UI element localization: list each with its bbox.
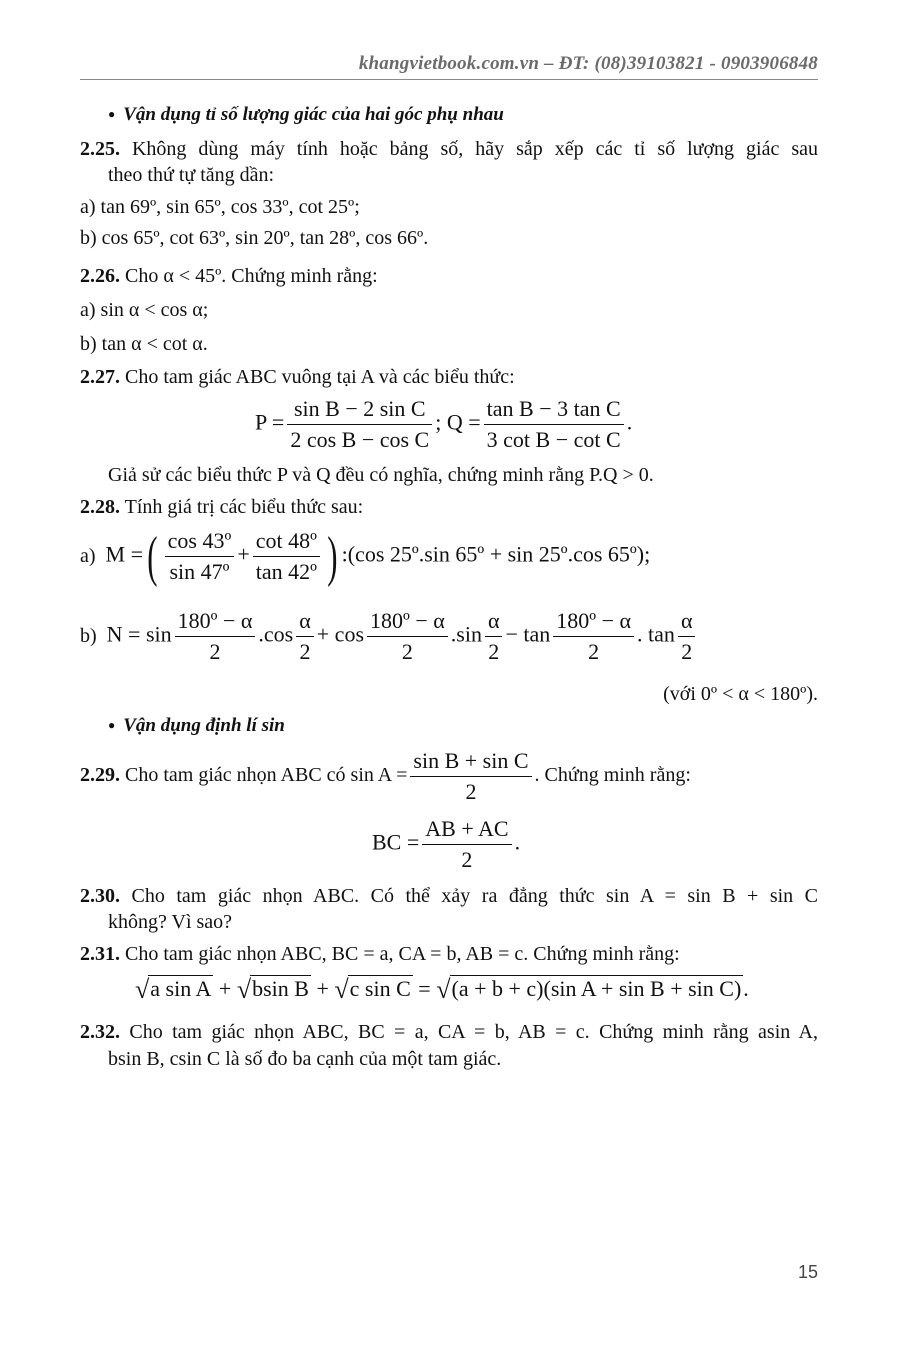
problem-number: 2.30. (80, 885, 120, 907)
problem-2-25-line2: theo thứ tự tăng dần: (108, 164, 275, 186)
problem-number: 2.27. (80, 366, 120, 388)
problem-2-25-a: a) tan 69º, sin 65º, cos 33º, cot 25º; (80, 196, 360, 218)
page-number: 15 (797, 1262, 818, 1282)
section-heading-complementary: ● Vận dụng tỉ số lượng giác của hai góc phụ nhau (108, 104, 504, 125)
problem-text: Cho tam giác ABC vuông tại A và các biểu thức: (125, 366, 515, 388)
problem-2-30-line2: không? Vì sao? (108, 911, 233, 933)
problem-text: Tính giá trị các biểu thức sau: (124, 496, 364, 518)
problem-2-32-line2: bsin B, csin C là số đo ba cạnh của một tam giác. (108, 1048, 502, 1070)
section-heading-sine-rule: ● Vận dụng định lí sin (108, 715, 285, 736)
fraction-p: $\frac{\text{sin B − 2 sin C}}{\text{2 cos B − cos C}}$ (287, 394, 432, 455)
problem-2-25 (80, 136, 818, 162)
formula-sqrt: √a sin A + √bsin B + √c sin C = √(a + b + c)(sin A + sin B + sin C). (135, 975, 749, 1004)
header-rule (80, 79, 818, 80)
problem-number: 2.25. (80, 138, 120, 160)
problem-number: 2.31. (80, 943, 120, 965)
sqrt-icon: √ (436, 975, 451, 1004)
problem-2-26-a: a) sin α < cos α; (80, 299, 209, 321)
problem-2-32: 2.32. Cho tam giác nhọn ABC, BC = a, CA = b, AB = c. Chứng minh rằng asin A, (80, 1021, 818, 1043)
problem-2-26 (80, 263, 378, 289)
formula-bc: BC = $\frac{AB + AC}{2}$ . (372, 816, 521, 872)
problem-2-29: 2.29. Cho tam giác nhọn ABC có sin A = $\frac{\text{sin B + sin C}}{2}$ . Chứng minh rằng: (80, 748, 691, 804)
problem-number: 2.32. (80, 1021, 120, 1043)
formula-p-q: P = $\frac{\text{sin B − 2 sin C}}{\text{2 cos B − cos C}}$ ; Q = $\frac{\text{tan B − 3 tan C}}{\text{3 cot B − cot C}}$ . (255, 394, 632, 455)
problem-text: Cho α < 45º. Chứng minh rằng: (125, 265, 378, 287)
fraction-q: $\frac{\text{tan B − 3 tan C}}{\text{3 cot B − cot C}}$ (484, 394, 624, 455)
problem-2-30: 2.30. Cho tam giác nhọn ABC. Có thể xảy ra đẳng thức sin A = sin B + sin C (80, 885, 818, 907)
condition-alpha: (với 0º < α < 180º). (663, 683, 818, 705)
problem-2-27-conclusion: Giả sử các biểu thức P và Q đều có nghĩa, chứng minh rằng P.Q > 0. (108, 464, 654, 486)
problem-number: 2.28. (80, 496, 120, 518)
problem-2-26-b: b) tan α < cot α. (80, 333, 208, 355)
problem-number: 2.26. (80, 265, 120, 287)
problem-number: 2.29. (80, 764, 120, 787)
sqrt-icon: √ (334, 975, 349, 1004)
bullet-icon: ● (108, 718, 116, 732)
problem-text: Không dùng máy tính hoặc bảng số, hãy sắp xếp các tỉ số lượng giác sau (131, 138, 818, 160)
sqrt-icon: √ (236, 975, 252, 1004)
problem-2-28 (80, 494, 363, 520)
formula-m: a) M =( $\frac{\text{cos 43º}}{\text{sin 47º}}$ + $\frac{\text{cot 48º}}{\text{tan 42º}}$ ) :(cos 25º.sin 65º + sin 25º.cos 65º); (80, 525, 651, 588)
page-header: khangvietbook.com.vn – ĐT: (08)39103821 - 0903906848 (358, 53, 818, 74)
bullet-icon: ● (108, 107, 116, 121)
problem-2-25-b: b) cos 65º, cot 63º, sin 20º, tan 28º, cos 66º. (80, 227, 429, 249)
formula-n: b) N = sin $\frac{\text{180º − α}}{2}$ .cos $\frac{\alpha}{2}$ + cos $\frac{\text{180º − α}}{2}$ .sin $\frac{\alpha}{2}$ − tan $\frac{\text{180º − α}}{2}$ . tan $\frac{\alpha}{2}$ (80, 606, 698, 667)
sqrt-icon: √ (135, 975, 150, 1004)
problem-2-31: 2.31. Cho tam giác nhọn ABC, BC = a, CA = b, AB = c. Chứng minh rằng: (80, 943, 680, 965)
problem-2-27 (80, 364, 515, 390)
